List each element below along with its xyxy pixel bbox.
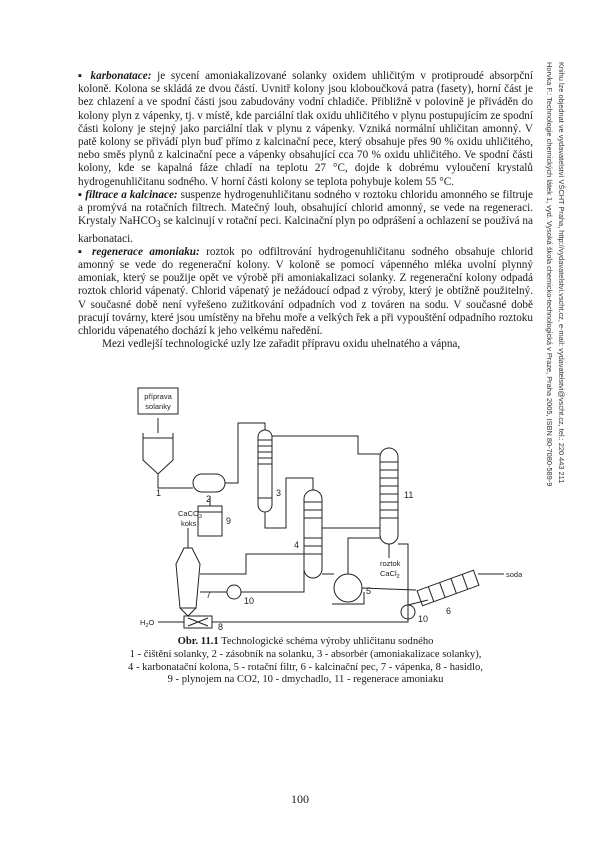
- label-priprava-2: solanky: [145, 402, 171, 411]
- citation-line-2: Knihu lze objednat ve vydavatelství VŠCHT Praha, http://vydavatelstvi.vscht.cz, e-mail: vydavatelstvi@vscht.cz, tel.: 220 443 211: [557, 62, 566, 484]
- caption-label: Obr. 11.1: [177, 636, 219, 647]
- sidebar-citation: [546, 62, 586, 662]
- process-diagram-svg: [118, 378, 522, 632]
- purification-tank: [143, 433, 173, 474]
- label-caco3-sub: 3: [198, 514, 202, 520]
- label-h2o: [140, 618, 154, 629]
- absorber-column: [258, 430, 272, 512]
- storage-tank: [193, 474, 225, 492]
- lime-kiln: [176, 548, 200, 608]
- number-6: 6: [446, 606, 452, 616]
- number-11: 11: [404, 490, 414, 500]
- paragraph-filtrace: [78, 189, 533, 246]
- caption-title: Technologické schéma výroby uhličitanu sodného: [218, 636, 434, 647]
- number-7: 7: [206, 590, 212, 600]
- label-h2o-b: O: [148, 618, 155, 627]
- label-h2o-sub: 2: [145, 623, 149, 629]
- number-10b: 10: [418, 614, 429, 624]
- label-roztok: roztok: [380, 559, 401, 568]
- blower-1: [227, 585, 241, 599]
- number-8: 8: [218, 622, 224, 632]
- number-3: 3: [276, 488, 282, 498]
- text-regenerace: roztok po odfiltrování hydrogenuhličitanu sodného obsahuje chlorid amonný se vede do regenerační kolony. V koloně se pomocí vápenného mléka uvolní plynný amoniak, který se použije opět ve výrobě při amoniakalizaci solanky. Z regenerační kolony odpadá roztok chlorid vápenatý. Chlorid vápenatý je nežádoucí odpad z výroby, který je obtížně použitelný. V současné době není vyřešeno zužitkování odpadních vod z továren na sodu. V současné době pracují továrny, které jsou umístěny na břehu moře a velkých řek a při vypouštění odpadního roztoku chloridu vápenatého dochází k jeho velkému naředění.: [78, 245, 533, 338]
- label-priprava-1: příprava: [144, 392, 172, 401]
- carbonation-column: [304, 490, 322, 578]
- number-1: 1: [156, 488, 162, 498]
- number-5: 5: [366, 586, 372, 596]
- text-filtrace-sub: 3: [156, 220, 161, 231]
- label-cacl2-main: CaCl: [380, 569, 397, 578]
- number-2: 2: [206, 494, 212, 504]
- caption-line-3: 9 - plynojem na CO2, 10 - dmychadlo, 11 - regenerace amoniaku: [167, 674, 444, 686]
- number-10a: 10: [244, 596, 255, 606]
- process-diagram: [118, 378, 522, 632]
- paragraph-karbonatace: [78, 70, 533, 189]
- text-filtrace-b: se kalcinují v rotační peci. Kalcinační plyn po odprášení a ochlazení se používá na karbonataci.: [78, 215, 533, 245]
- caption-line-2: 4 - karbonatační kolona, 5 - rotační filtr, 6 - kalcinační pec, 7 - vápenka, 8 - hasidlo,: [128, 661, 483, 673]
- label-caco3-main: CaCO: [178, 509, 199, 518]
- paragraph-vedlejsi-uzly: Mezi vedlejší technologické uzly lze zařadit přípravu oxidu uhelnatého a vápna,: [102, 338, 461, 351]
- number-4: 4: [294, 540, 300, 550]
- text-filtrace-a: suspenze hydrogenuhličitanu sodného v roztoku chloridu amonného se filtruje a promývá na rotačních filtrech. Matečný louh, obsahující chlorid amonný, se vede na regeneraci. Krystaly NaHCO: [78, 188, 533, 228]
- label-cacl2: [380, 569, 400, 580]
- number-9: 9: [226, 516, 232, 526]
- term-regenerace: regenerace amoniaku:: [92, 245, 200, 258]
- page-number: 100: [291, 792, 309, 806]
- caption-title-line: [78, 636, 533, 649]
- rotary-filter: [334, 574, 362, 602]
- label-soda: soda: [506, 570, 522, 579]
- label-cacl2-sub: 2: [396, 574, 400, 580]
- main-text: [78, 70, 533, 352]
- paragraph-regenerace: [78, 246, 533, 338]
- label-h2o-a: H: [140, 618, 146, 627]
- label-koks: koks: [181, 519, 197, 528]
- term-karbonatace: karbonatace:: [90, 70, 152, 82]
- citation-line-1: Horvka F.: Technologie chemických látek 1, vyd. Vysoká škola chemicko-technologická v Praze, Praha 2005, ISBN 80-7080-589-9: [545, 62, 554, 487]
- gas-holder: [198, 506, 222, 536]
- text-karbonatace: je sycení amoniakalizované solanky oxidem uhličitým v protiproudé absorpční koloně. Kolona se skládá ze dvou částí. Uvnitř kolony jsou kloboučková patra (fasety), horní část je bez chlazení a ve spodní části jsou zabudovány vodní chladiče. Přibližně v polovině je přiváděn do kolony plyn z vápenky, tj. v místě, kde parciální tlak oxidu uhličitého v plynu postupujícím ze spodní části kolony je stejný jako parciální tlak v plynu z vápenky. Vzniká normální uhličitan amonný. V patě kolony se přivádí plyn buď přímo z kalcinační pece, který obsahuje přes 90 % oxidu uhličitého, nebo směs plynů z kalcinační pece a vápenky obsahující cca 70 % oxidu uhličitého. Ve spodní části kolony, kde se kapalná fáze chladí na teplotu 27 °C, dojde k dobrému vyloučení krystalů hydrogenuhličitanu sodného. V horní části kolony se teplota pohybuje kolem 55 °C.: [78, 70, 534, 188]
- caption-line-1: 1 - čištění solanky, 2 - zásobník na solanku, 3 - absorbér (amoniakalizace solanky),: [129, 648, 482, 660]
- figure-caption: [78, 636, 533, 687]
- term-filtrace: filtrace a kalcinace:: [85, 188, 178, 201]
